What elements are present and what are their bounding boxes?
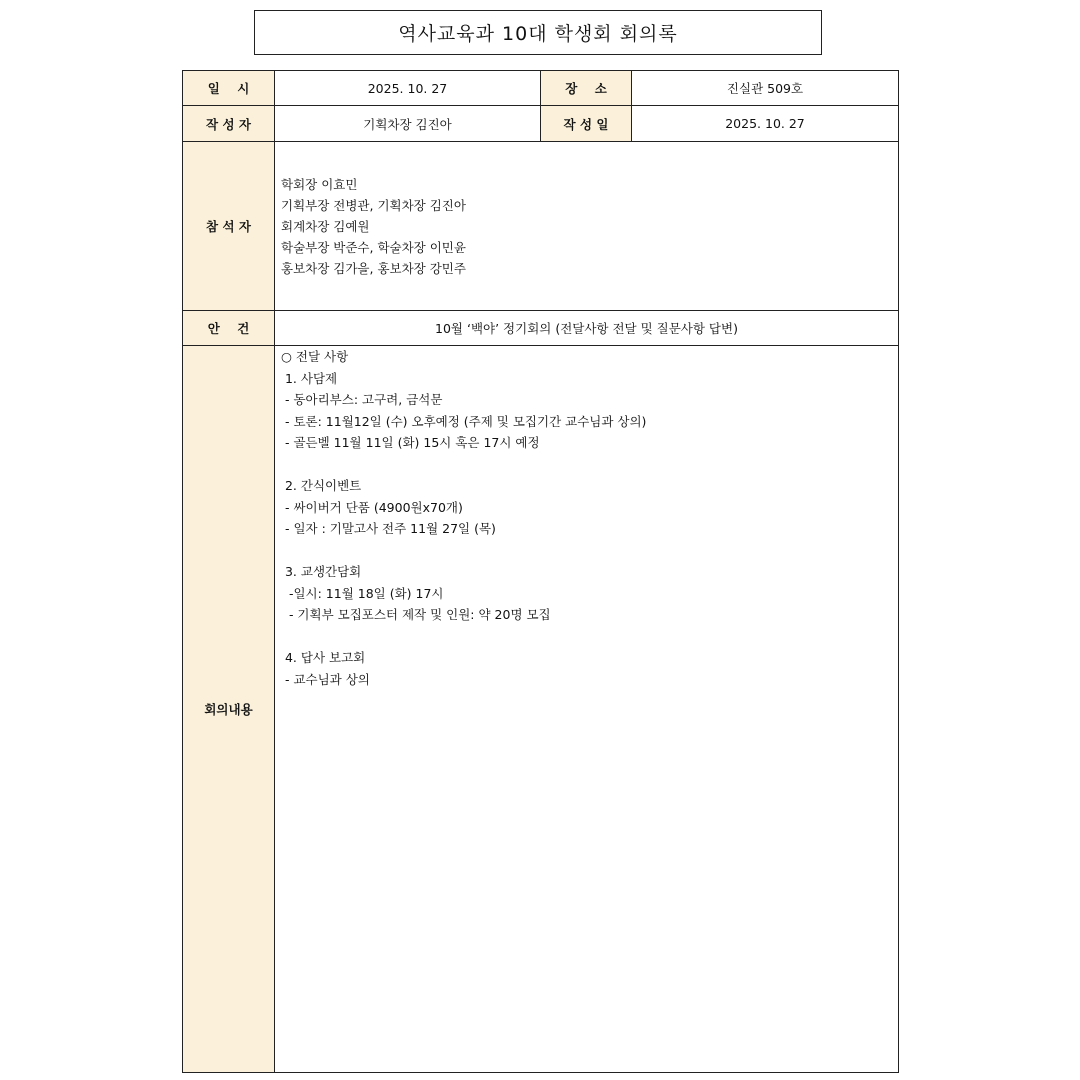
- author-label: 작 성 자: [183, 106, 275, 142]
- meeting-content-row: [183, 346, 899, 1073]
- agenda-row: [183, 311, 899, 346]
- date-value: 2025. 10. 27: [275, 71, 541, 106]
- meeting-content-body: [275, 346, 899, 1073]
- content-line: [281, 626, 892, 648]
- attendee-line: 학회장 이효민: [281, 176, 358, 192]
- document-title: 역사교육과 10대 학생회 회의록: [254, 10, 822, 55]
- attendees-row: [183, 142, 899, 311]
- content-line: - 골든벨 11월 11일 (화) 15시 혹은 17시 예정: [281, 435, 540, 450]
- content-line: - 싸이버거 단품 (4900원x70개): [281, 499, 463, 515]
- content-line: 4. 답사 보고회: [281, 650, 366, 665]
- content-line: 1. 사담제: [281, 370, 338, 386]
- content-line: - 교수님과 상의: [281, 671, 370, 687]
- date-label: 일 시: [183, 71, 275, 106]
- content-line: - 토론: 11월12일 (수) 오후예정 (주제 및 모집기간 교수님과 상의): [281, 413, 647, 429]
- agenda-value: 10월 ‘백야’ 정기회의 (전달사항 전달 및 질문사항 답변): [275, 311, 899, 346]
- attendees-list: [275, 142, 899, 311]
- content-line: 3. 교생간담회: [281, 564, 362, 579]
- written-date-label: 작 성 일: [541, 106, 632, 142]
- place-value: 진실관 509호: [632, 71, 899, 106]
- attendees-label: 참 석 자: [183, 142, 275, 311]
- meeting-content-label: 회의내용: [183, 346, 275, 1073]
- agenda-label: 안 건: [183, 311, 275, 346]
- written-date-value: 2025. 10. 27: [632, 106, 899, 142]
- author-row: [183, 106, 899, 142]
- content-line: 2. 간식이벤트: [281, 478, 362, 493]
- content-line: [281, 540, 892, 562]
- content-line: - 기획부 모집포스터 제작 및 인원: 약 20명 모집: [281, 607, 551, 622]
- attendee-line: 회계차장 김예원: [281, 218, 370, 234]
- content-line: - 일자 : 기말고사 전주 11월 27일 (목): [281, 521, 496, 536]
- content-line: - 동아리부스: 고구려, 금석문: [281, 392, 443, 407]
- attendee-line: 학술부장 박준수, 학술차장 이민윤: [281, 239, 466, 255]
- place-label: 장 소: [541, 71, 632, 106]
- author-value: 기획차장 김진아: [275, 106, 541, 142]
- minutes-table: [182, 70, 899, 1073]
- content-line: [281, 454, 892, 476]
- content-line: -일시: 11월 18일 (화) 17시: [281, 585, 444, 601]
- date-place-row: [183, 71, 899, 106]
- attendee-line: 기획부장 전병관, 기획차장 김진아: [281, 197, 466, 213]
- attendee-line: 홍보차장 김가을, 홍보차장 강민주: [281, 260, 466, 276]
- content-line: ○ 전달 사항: [281, 349, 349, 364]
